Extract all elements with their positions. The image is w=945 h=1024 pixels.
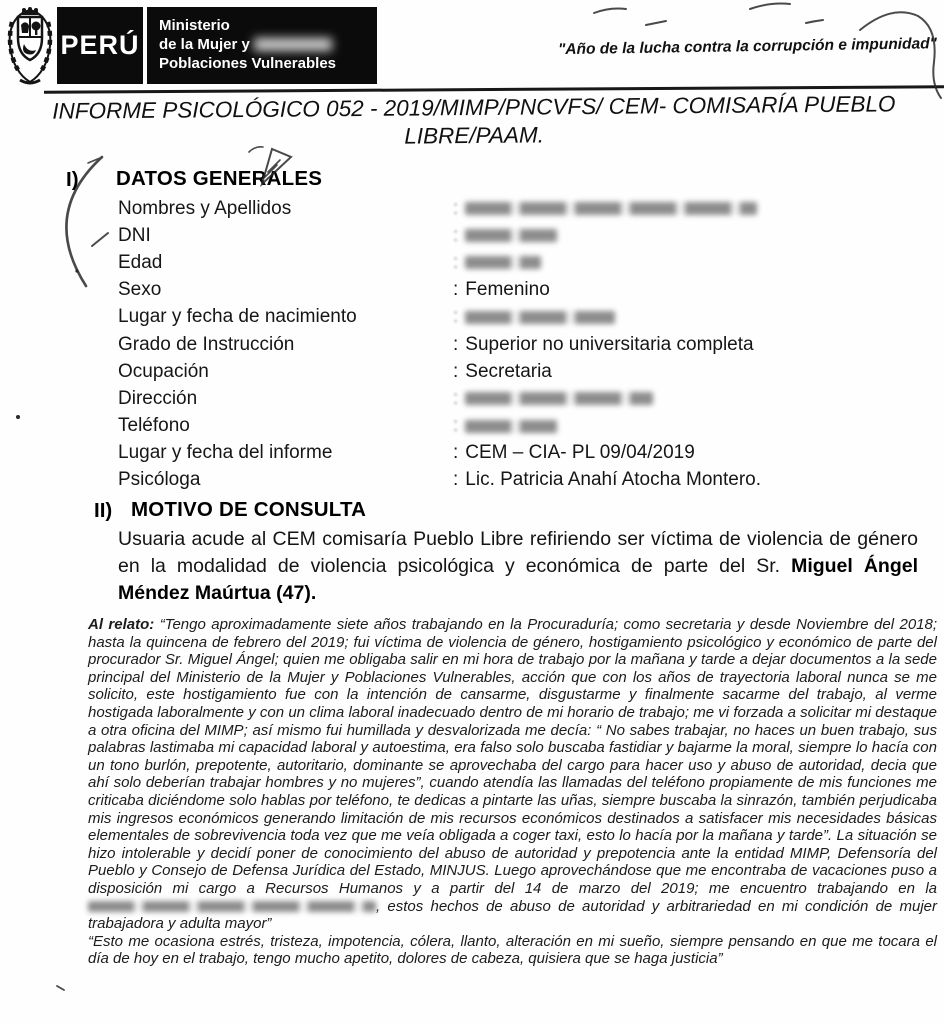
field-row — [118, 277, 936, 304]
ministry-line-2-text: de la Mujer y — [159, 36, 250, 53]
relato-redacted — [88, 901, 376, 912]
field-row — [118, 222, 936, 249]
field-value: Lic. Patricia Anahí Atocha Montero. — [465, 469, 762, 491]
field-row — [118, 249, 936, 276]
field-label: Ocupación — [118, 360, 209, 382]
pen-dot-2 — [16, 415, 20, 419]
field-label: Grado de Instrucción — [118, 333, 295, 355]
perpetrator-name: Miguel Ángel Méndez Maúrtua (47). — [118, 555, 919, 604]
field-label: Edad — [118, 251, 163, 273]
field-row — [118, 385, 936, 412]
field-label: Lugar y fecha de nacimiento — [118, 306, 357, 328]
field-colon: : — [453, 469, 459, 491]
field-row — [118, 440, 936, 467]
field-label: Dirección — [118, 387, 198, 409]
field-colon: : — [453, 333, 459, 355]
page-title-line-2: LIBRE/PAAM. — [404, 122, 545, 149]
field-row — [118, 467, 936, 494]
field-row — [118, 304, 936, 331]
field-label: Nombres y Apellidos — [118, 197, 292, 219]
page-title — [40, 90, 908, 154]
field-colon: : — [453, 415, 459, 437]
ministry-wordmark — [147, 7, 377, 84]
field-colon: : — [453, 279, 459, 301]
pen-dash-4 — [806, 20, 823, 23]
relato-text-1: “Tengo aproximadamente siete años trabajando en la Procuraduría; como secretaria y desde Noviembre del 2018; hasta la quincena de febrero del 2019; fui víctima de violencia de género, hostigamiento psicológico y económico de parte del procurador Sr. Miguel Ángel; quien me obligaba salir en mi hora de trabajo por la mañana y tarde a dejar documentos a la sede principal del Ministerio de la Mujer y Poblaciones Vulnerables, acción que con los años de trayectoria laboral nunca se me solicito, este hostigamiento fue con la intención de cansarme, disgustarme y finalmente sacarme del trabajo, al verme hostigada laboralmente y con un clima laboral inadecuado dentro de mi horario de trabajo; me vi forzada a solicitar mi destaque a otra oficina del MIMP; así mismo fui humillada y desvalorizada me decía: “ No sabes trabajar, no haces un buen trabajo, sus palabras lastimaba mi capacidad laboral y autoestima, era falso solo buscaba fastidiar y bajarme la moral, siempre lo hacía con un tono burlón, prepotente, autoritario, dominante se aprovechaba del cargo para hacer uso y abuso de autoridad, decia que ahí solo deberían trabajar hombres y no mujeres”, cuando atendía las llamadas del teléfono propiamente de mis funciones me criticaba diciéndome solo hablas por teléfono, te dedicas a pintarte las uñas, siempre buscaba la sinrazón, también perjudicaba mis ingresos económicos generando limitación de mis recursos económicos destinados a satisfacer mis necesidades básicas elementales de sobrevivencia toda vez que me veía obligada a coger taxi, esto lo hacía por la mañana y tarde”. La situación se hizo intolerable y decidí poner de conocimiento del abuso de autoridad y prepotencia ante la entidad MIMP, Defensoría del Pueblo y Consejo de Defensa Jurídica del Estado, MINJUS. Luego aprovechándose que me encontraba de vacaciones puso a disposición mi cargo a Recursos Humanos y a partir del 14 de marzo del 2019; me encuentro trabajando en la — [88, 616, 938, 897]
field-row — [118, 331, 936, 358]
section-1-heading: DATOS GENERALES — [116, 167, 323, 190]
field-row — [118, 358, 936, 385]
pen-dash-2 — [646, 21, 666, 25]
field-label: Sexo — [118, 279, 162, 301]
pen-dash-1 — [594, 9, 626, 14]
section-2-numeral: II) — [94, 499, 113, 522]
relato-label: Al relato: — [88, 616, 155, 633]
pen-dot-1 — [75, 269, 78, 272]
ministry-line-3: Poblaciones Vulnerables — [159, 55, 337, 72]
field-label: DNI — [118, 224, 151, 246]
ministry-line-1: Ministerio — [159, 17, 230, 34]
ministry-line-2 — [159, 35, 377, 54]
header-motto: "Año de la lucha contra la corrupción e impunidad" — [557, 35, 938, 59]
field-value: CEM – CIA- PL 09/04/2019 — [465, 442, 695, 464]
ministry-blur-smudge — [254, 38, 332, 51]
datos-generales-fields — [118, 195, 936, 494]
redacted-value — [465, 392, 653, 405]
field-colon: : — [453, 387, 459, 409]
motivo-intro: Usuaria acude al CEM comisaría Pueblo Libre refiriendo ser víctima de violencia de género en la modalidad de violencia psicológica y económica de parte del Sr. — [118, 528, 918, 577]
redacted-value — [465, 229, 557, 242]
motivo-paragraph — [118, 526, 918, 607]
pen-tick — [92, 233, 108, 246]
section-2-heading: MOTIVO DE CONSULTA — [131, 498, 367, 521]
pen-small-dash — [88, 158, 100, 163]
field-colon: : — [453, 306, 459, 328]
field-colon: : — [453, 224, 459, 246]
field-value: Superior no universitaria completa — [465, 333, 754, 355]
redacted-value — [465, 311, 615, 324]
field-colon: : — [453, 197, 459, 219]
field-label: Psicóloga — [118, 469, 201, 491]
relato-text-3: “Esto me ocasiona estrés, tristeza, impotencia, cólera, llanto, alteración en mi sueño, siempre pensando en que me tocara el día de hoy en el trabajo, tengo mucho apetito, dolores de cabeza, quisiera que se haga justicia” — [88, 932, 937, 968]
pen-mark-bottom-left — [57, 986, 64, 990]
field-row — [118, 413, 936, 440]
field-label: Teléfono — [118, 415, 190, 437]
pen-dash-3 — [750, 4, 790, 9]
peru-wordmark — [57, 7, 143, 84]
field-label: Lugar y fecha del informe — [118, 442, 333, 464]
peru-coat-of-arms-icon — [2, 2, 58, 88]
redacted-value — [465, 202, 757, 215]
relato-text-2: , estos hechos de abuso de autoridad y arbitrariedad en mi condición de mujer trabajadora y adulta mayor” — [88, 897, 937, 933]
redacted-value — [465, 256, 541, 269]
field-colon: : — [453, 360, 459, 382]
relato-paragraph — [88, 616, 937, 968]
field-value: Secretaria — [465, 360, 552, 382]
field-value: Femenino — [465, 279, 550, 301]
field-row — [118, 195, 936, 222]
page-title-line-1: INFORME PSICOLÓGICO 052 - 2019/MIMP/PNCVFS/ CEM- COMISARÍA PUEBLO — [52, 91, 896, 124]
redacted-value — [465, 420, 557, 433]
field-colon: : — [453, 442, 459, 464]
section-1-numeral: I) — [66, 168, 79, 191]
field-colon: : — [453, 251, 459, 273]
peru-label: PERÚ — [60, 30, 140, 60]
